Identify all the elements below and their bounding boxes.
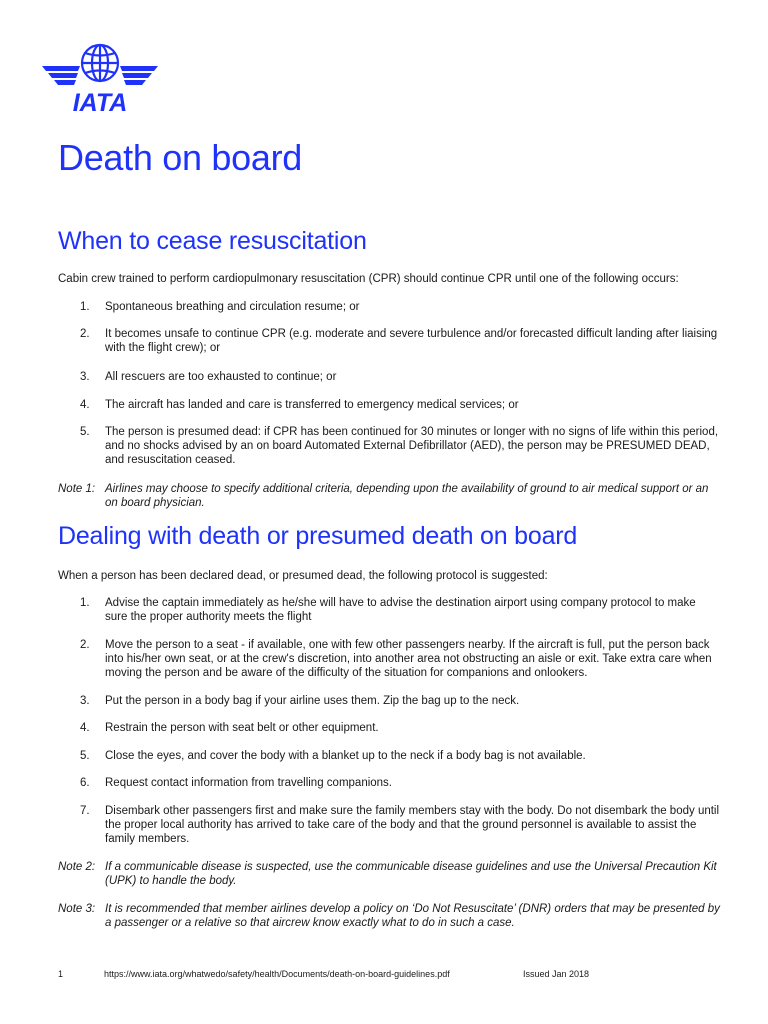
- list-text: All rescuers are too exhausted to continue; or: [105, 371, 337, 383]
- page-number: 1: [58, 969, 64, 979]
- page-title: Death on board: [58, 137, 302, 178]
- list-text: It becomes unsafe to continue CPR (e.g. moderate and severe turbulence and/or forecasted difficult landing after liaising with the flight crew); or: [105, 328, 718, 354]
- list-number: 3.: [80, 695, 90, 707]
- note-text: It is recommended that member airlines develop a policy on ‘Do Not Resuscitate’ (DNR) orders that may be presented by a passenger or a relative so that aircrew know exactly what to do in such a case.: [105, 903, 720, 929]
- list-number: 2.: [80, 328, 90, 340]
- list-text: Request contact information from travelling companions.: [105, 777, 393, 789]
- section1-intro: Cabin crew trained to perform cardiopulmonary resuscitation (CPR) should continue CPR until one of the following occurs:: [58, 273, 679, 285]
- list-number: 2.: [80, 639, 90, 651]
- list-text: The person is presumed dead: if CPR has been continued for 30 minutes or longer with no signs of life within this period, and no shocks advised by an on board Automated External Defibrillator (AED), the person may be PRESUMED DEAD, and resuscitation ceased.: [105, 426, 719, 466]
- note-label: Note 3:: [58, 903, 96, 915]
- list-text: Advise the captain immediately as he/she will have to advise the destination airport using company protocol to make sure the proper authority meets the flight: [105, 597, 696, 623]
- list-number: 4.: [80, 399, 90, 411]
- list-number: 5.: [80, 750, 90, 762]
- list-number: 1.: [80, 597, 90, 609]
- section-heading-dealing-with-death: Dealing with death or presumed death on board: [58, 522, 578, 550]
- list-text: Move the person to a seat - if available, one with few other passengers nearby. If the aircraft is full, put the person back into his/her own seat, or at the crew's discretion, into another area not obstructing an aisle or exit. Take extra care when moving the person and be aware of the difficulty of the situation for companions and onlookers.: [105, 639, 712, 679]
- list-number: 7.: [80, 805, 90, 817]
- note-label: Note 1:: [58, 483, 96, 495]
- section2-intro: When a person has been declared dead, or presumed dead, the following protocol is suggested:: [58, 570, 548, 582]
- list-text: Put the person in a body bag if your airline uses them. Zip the bag up to the neck.: [105, 695, 520, 707]
- footer-url[interactable]: https://www.iata.org/whatwedo/safety/health/Documents/death-on-board-guidelines.pdf: [104, 969, 450, 979]
- globe-wings-icon: [40, 40, 160, 114]
- note-label: Note 2:: [58, 861, 96, 873]
- list-text: The aircraft has landed and care is transferred to emergency medical services; or: [105, 399, 519, 411]
- list-text: Spontaneous breathing and circulation resume; or: [105, 301, 360, 313]
- list-text: Disembark other passengers first and make sure the family members stay with the body. Do not disembark the body until the proper local authority has arrived to take care of the body and that the ground personnel is available to assist the family members.: [105, 805, 720, 845]
- list-number: 4.: [80, 722, 90, 734]
- list-text: Close the eyes, and cover the body with a blanket up to the neck if a body bag is not available.: [105, 750, 586, 762]
- list-number: 6.: [80, 777, 90, 789]
- note-text: If a communicable disease is suspected, use the communicable disease guidelines and use the Universal Precaution Kit (UPK) to handle the body.: [105, 861, 717, 887]
- section-heading-cease-resuscitation: When to cease resuscitation: [58, 227, 367, 255]
- list-text: Restrain the person with seat belt or other equipment.: [105, 722, 379, 734]
- iata-logo: [40, 40, 160, 114]
- svg-text:IATA: IATA: [72, 89, 128, 114]
- list-number: 1.: [80, 301, 90, 313]
- list-number: 5.: [80, 426, 90, 438]
- note-text: Airlines may choose to specify additional criteria, depending upon the availability of ground to air medical support or an on board physician.: [105, 483, 709, 509]
- footer-issued-date: Issued Jan 2018: [523, 969, 590, 979]
- list-number: 3.: [80, 371, 90, 383]
